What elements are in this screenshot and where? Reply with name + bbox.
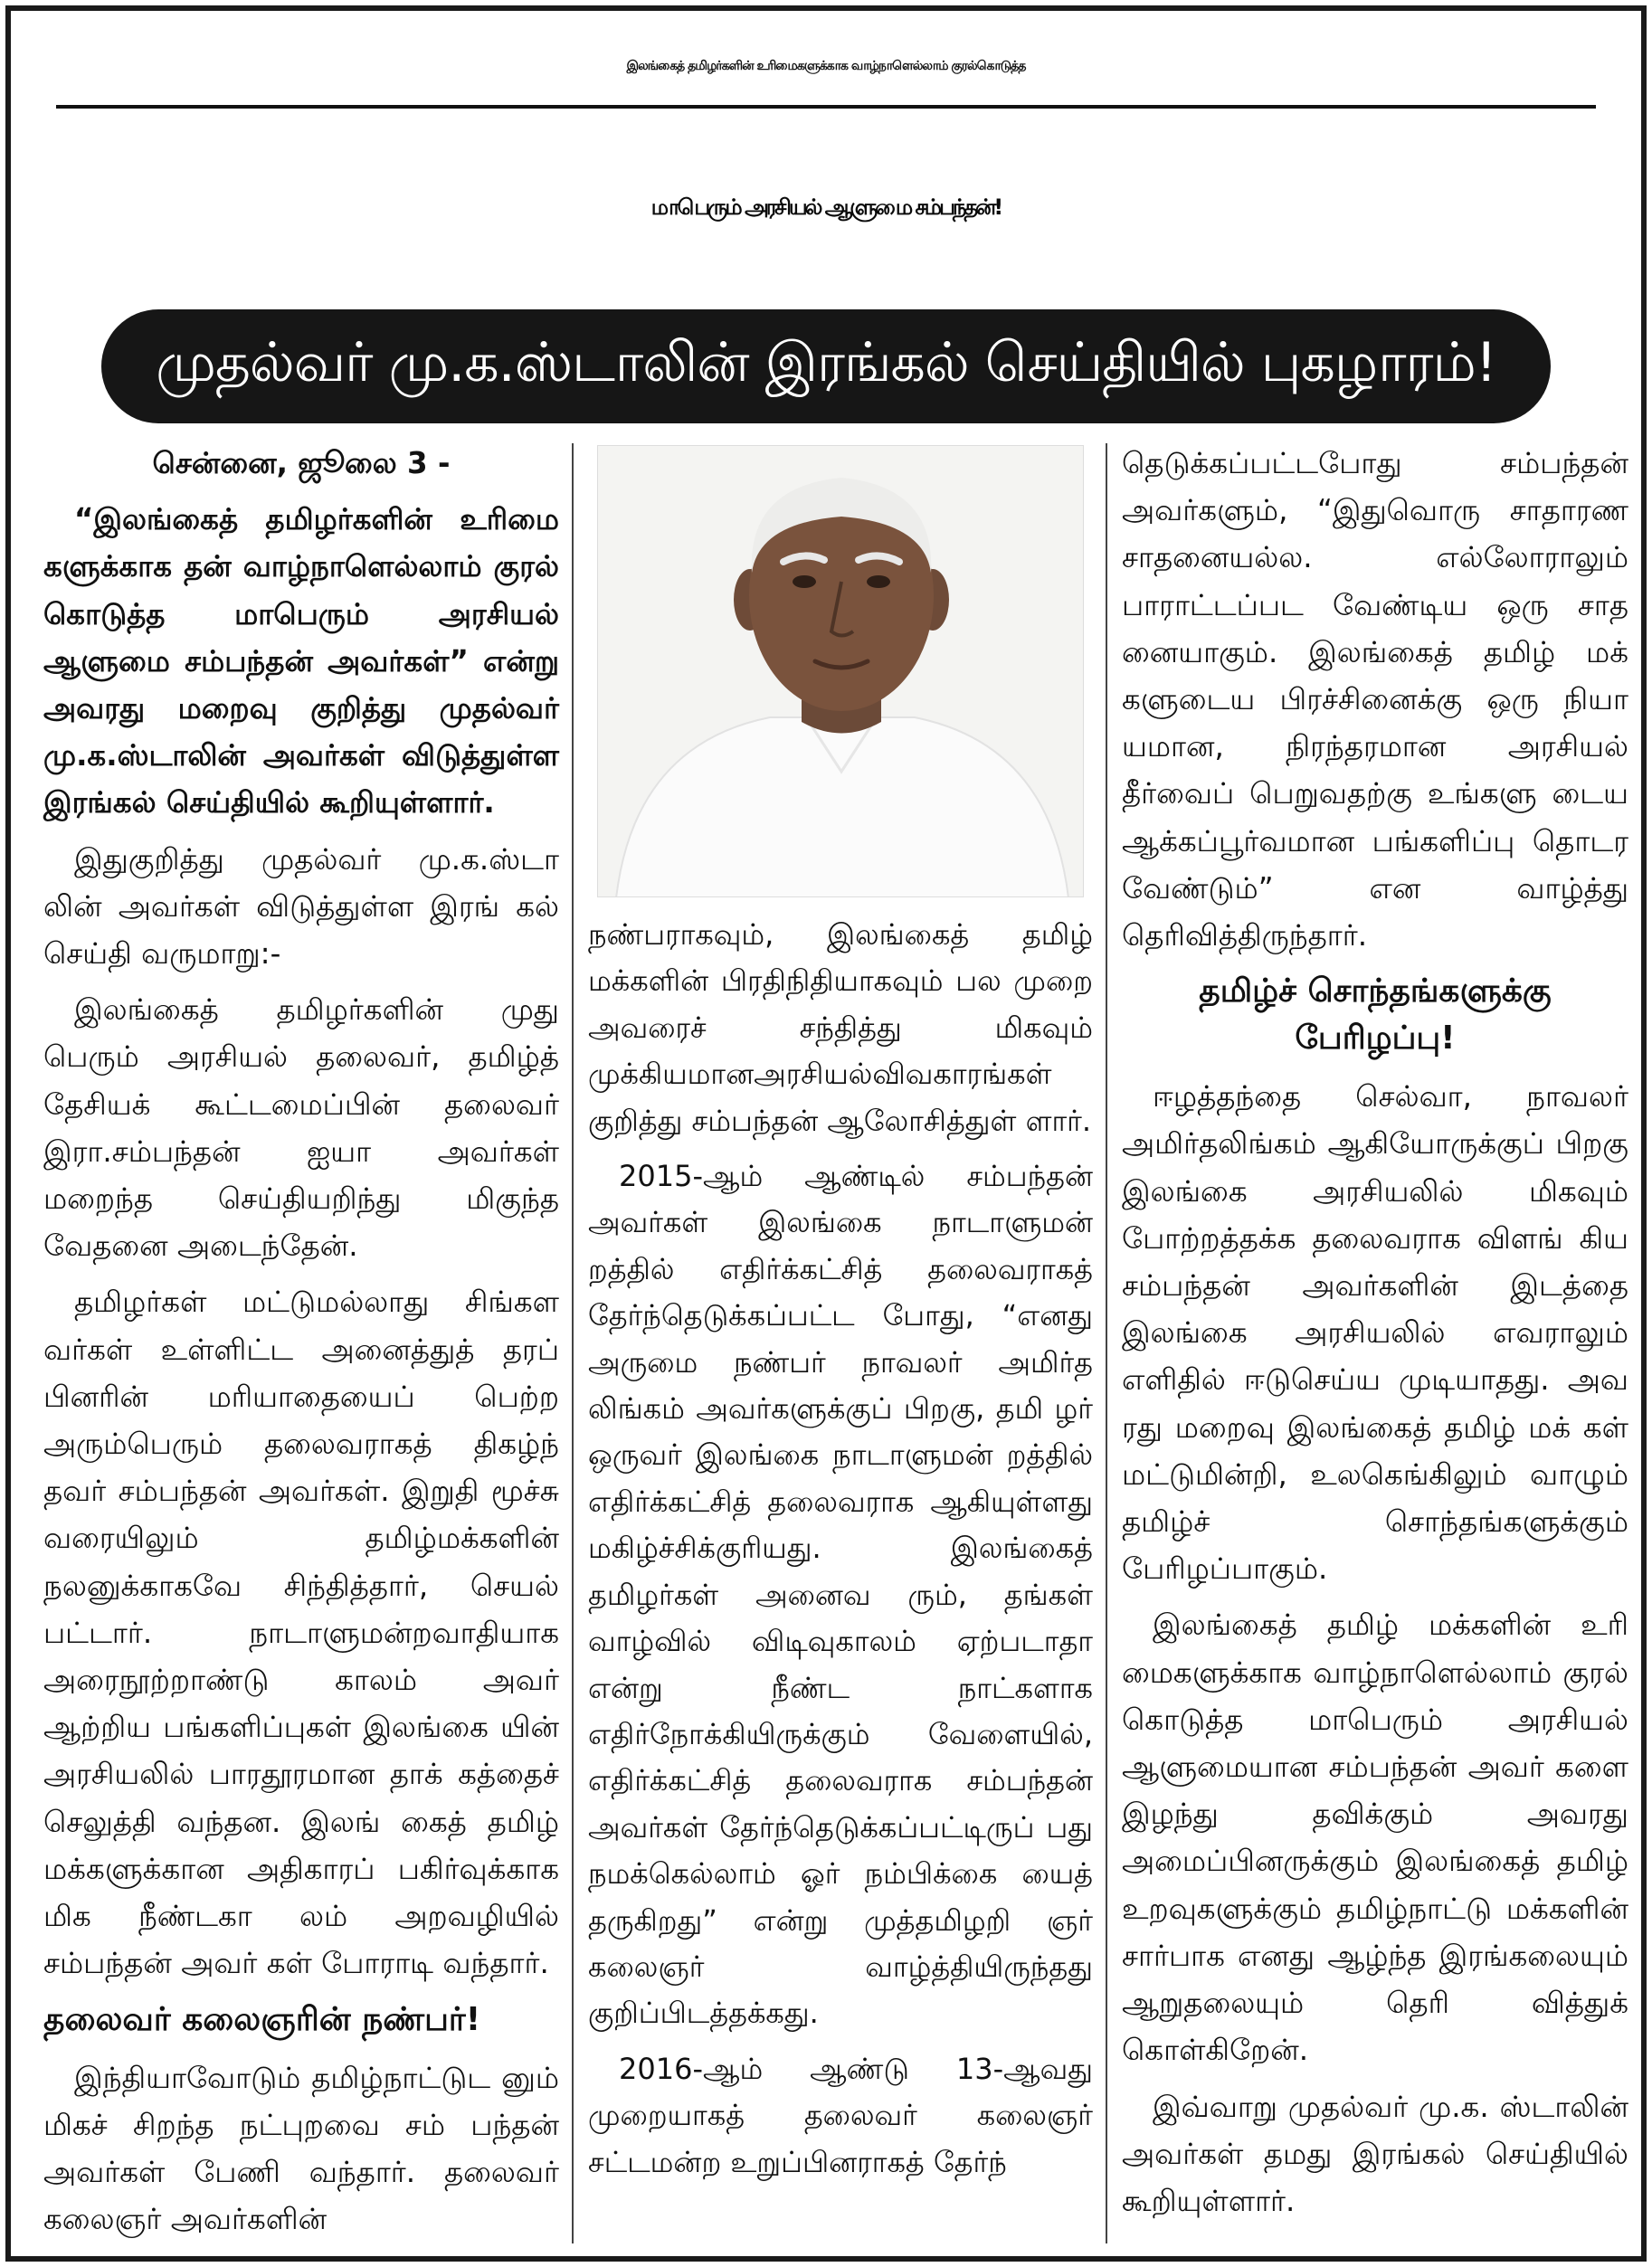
subheadline: முதல்வர் மு.க.ஸ்டாலின் இரங்கல் செய்தியில் புகழாரம்! — [156, 331, 1496, 394]
column-divider — [1106, 443, 1107, 2243]
dateline: சென்னை, ஜூலை 3 - — [152, 446, 451, 480]
section-subheading: தலைவர் கலைஞரின் நண்பர்! — [43, 2000, 481, 2038]
article-column-1 — [43, 440, 559, 2252]
body-paragraph: இவ்வாறு முதல்வர் மு.க. ஸ்டாலின் அவர்கள் தமது இரங்கல் செய்தியில் கூறியுள்ளார். — [1122, 2089, 1628, 2218]
section-subheading: தமிழ்ச் சொந்தங்களுக்கு பேரிழப்பு! — [1199, 972, 1552, 1058]
body-paragraph: நண்பராகவும், இலங்கைத் தமிழ் மக்களின் பிரதிநிதியாகவும் பல முறை அவரைச் சந்தித்து மிகவும் முக்கியமானஅரசியல்விவகாரங்கள் குறித்து சம்பந்தன் ஆலோசித்துள் ளார். — [588, 917, 1093, 1138]
lead-paragraph: “இலங்கைத் தமிழர்களின் உரிமை களுக்காக தன் வாழ்நாளெல்லாம் குரல் கொடுத்த மாபெரும் அரசியல் ஆளுமை சம்பந்தன் அவர்கள்” என்று அவரது மறைவு குறித்து முதல்வர் மு.க.ஸ்டாலின் அவர்கள் விடுத்துள்ள இரங்கல் செய்தியில் கூறியுள்ளார். — [43, 502, 559, 820]
article-column-2 — [588, 912, 1093, 2195]
body-paragraph: தெடுக்கப்பட்டபோது சம்பந்தன் அவர்களும், “இதுவொரு சாதாரண சாதனையல்ல. எல்லோராலும் பாராட்டப்பட வேண்டிய ஒரு சாத னையாகும். இலங்கைத் தமிழ் மக் களுடைய பிரச்சினைக்கு ஒரு நியா யமான, நிரந்தரமான அரசியல் தீர்வைப் பெறுவதற்கு உங்களு டைய ஆக்கப்பூர்வமான பங்களிப்பு தொடர வேண்டும்” என வாழ்த்து தெரிவித்திருந்தார். — [1122, 446, 1628, 953]
body-paragraph: இந்தியாவோடும் தமிழ்நாட்டுட னும் மிகச் சிறந்த நட்புறவை சம் பந்தன் அவர்கள் பேணி வந்தார். தலைவர் கலைஞர் அவர்களின் — [43, 2060, 559, 2237]
portrait-illustration — [598, 446, 1084, 897]
body-paragraph: 2016-ஆம் ஆண்டு 13-ஆவது முறையாகத் தலைவர் கலைஞர் சட்டமன்ற உறுப்பினராகத் தேர்ந் — [588, 2051, 1093, 2179]
body-paragraph: இதுகுறித்து முதல்வர் மு.க.ஸ்டா லின் அவர்கள் விடுத்துள்ள இரங் கல் செய்தி வருமாறு:- — [43, 841, 559, 972]
body-paragraph: இலங்கைத் தமிழர்களின் முது பெரும் அரசியல் தலைவர், தமிழ்த் தேசியக் கூட்டமைப்பின் தலைவர் இரா.சம்பந்தன் ஐயா அவர்கள் மறைந்த செய்தியறிந்து மிகுந்த வேதனை அடைந்தேன். — [43, 992, 559, 1264]
portrait-photo — [597, 445, 1084, 897]
body-paragraph: 2015-ஆம் ஆண்டில் சம்பந்தன் அவர்கள் இலங்கை நாடாளுமன் றத்தில் எதிர்க்கட்சித் தலைவராகத் தேர்ந்தெடுக்கப்பட்ட போது, “எனது அருமை நண்பர் நாவலர் அமிர்த லிங்கம் அவர்களுக்குப் பிறகு, தமி ழர் ஒருவர் இலங்கை நாடாளுமன் றத்தில் எதிர்க்கட்சித் தலைவராக ஆகியுள்ளது மகிழ்ச்சிக்குரியது. இலங்கைத் தமிழர்கள் அனைவ ரும், தங்கள் வாழ்வில் விடிவுகாலம் ஏற்படாதா என்று நீண்ட நாட்களாக எதிர்நோக்கியிருக்கும் வேளையில், எதிர்க்கட்சித் தலைவராக சம்பந்தன் அவர்கள் தேர்ந்தெடுக்கப்பட்டிருப் பது நமக்கெல்லாம் ஓர் நம்பிக்கை யைத் தருகிறது” என்று முத்தமிழறி ஞர் கலைஞர் வாழ்த்தியிருந்தது குறிப்பிடத்தக்கது. — [588, 1159, 1093, 2031]
kicker-underline — [56, 105, 1596, 109]
article-column-3 — [1122, 440, 1628, 2234]
newspaper-clipping — [5, 5, 1647, 2262]
kicker-line: இலங்கைத் தமிழர்களின் உரிமைகளுக்காக வாழ்நாளெல்லாம் குரல்கொடுத்த — [626, 59, 1026, 73]
column-divider — [572, 443, 574, 2243]
body-paragraph: இலங்கைத் தமிழ் மக்களின் உரி மைகளுக்காக வாழ்நாளெல்லாம் குரல் கொடுத்த மாபெரும் அரசியல் ஆளுமையான சம்பந்தன் அவர் களை இழந்து தவிக்கும் அவரது அமைப்பினருக்கும் இலங்கைத் தமிழ் உறவுகளுக்கும் தமிழ்நாட்டு மக்களின் சார்பாக எனது ஆழ்ந்த இரங்கலையும் ஆறுதலையும் தெரி வித்துக் கொள்கிறேன். — [1122, 1608, 1628, 2068]
subheadline-banner — [101, 309, 1551, 423]
body-paragraph: ஈழத்தந்தை செல்வா, நாவலர் அமிர்தலிங்கம் ஆகியோருக்குப் பிறகு இலங்கை அரசியலில் மிகவும் போற்றத்தக்க தலைவராக விளங் கிய சம்பந்தன் அவர்களின் இடத்தை இலங்கை அரசியலில் எவராலும் எளிதில் ஈடுசெய்ய முடியாதது. அவ ரது மறைவு இலங்கைத் தமிழ் மக் கள் மட்டுமின்றி, உலகெங்கிலும் வாழும் தமிழ்ச் சொந்தங்களுக்கும் பேரிழப்பாகும். — [1122, 1079, 1628, 1587]
body-paragraph: தமிழர்கள் மட்டுமல்லாது சிங்கள வர்கள் உள்ளிட்ட அனைத்துத் தரப் பினரின் மரியாதையைப் பெற்ற அரும்பெரும் தலைவராகத் திகழ்ந் தவர் சம்பந்தன் அவர்கள். இறுதி மூச்சு வரையிலும் தமிழ்மக்களின் நலனுக்காகவே சிந்தித்தார், செயல் பட்டார். நாடாளுமன்றவாதியாக அரைநூற்றாண்டு காலம் அவர் ஆற்றிய பங்களிப்புகள் இலங்கை யின் அரசியலில் பாரதூரமான தாக் கத்தைச் செலுத்தி வந்தன. இலங் கைத் தமிழ் மக்களுக்கான அதிகாரப் பகிர்வுக்காக மிக நீண்டகா லம் அறவழியில் சம்பந்தன் அவர் கள் போராடி வந்தார். — [43, 1285, 559, 1981]
headline: மாபெரும் அரசியல் ஆளுமை சம்பந்தன்! — [650, 194, 1002, 220]
